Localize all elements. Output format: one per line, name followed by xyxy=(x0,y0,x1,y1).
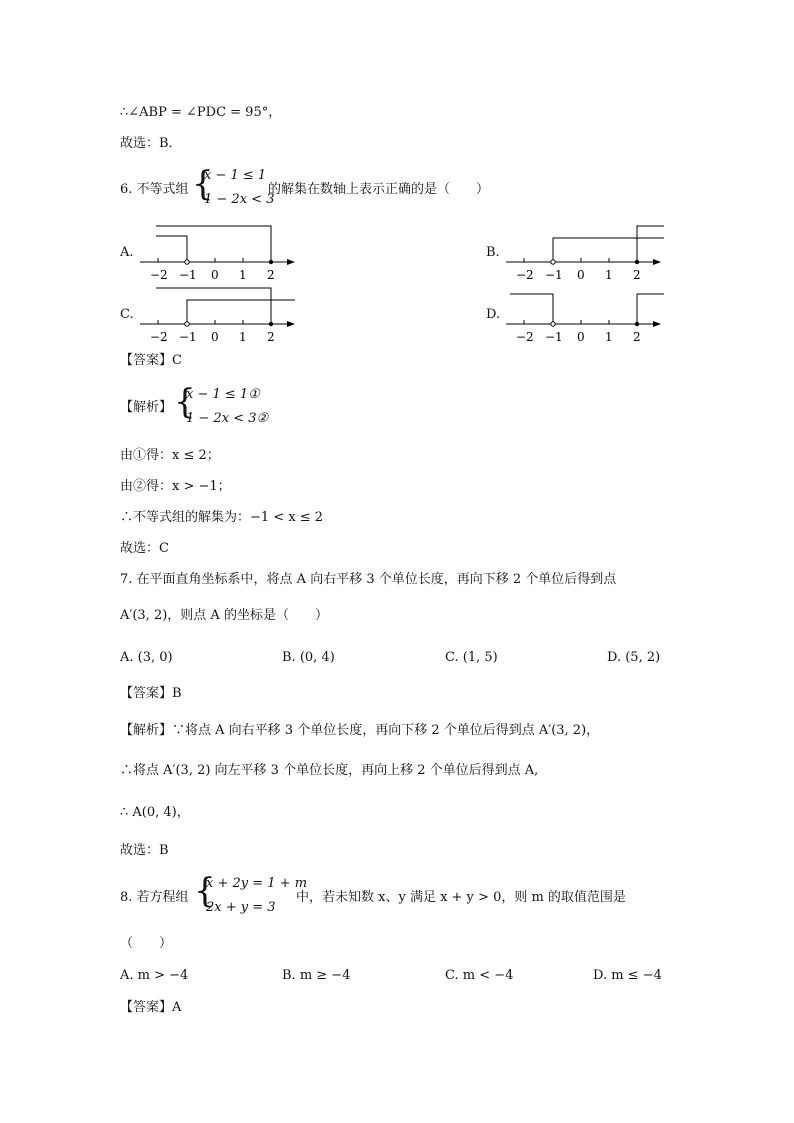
q8-sys-row1: x + 2y = 1 + m xyxy=(206,876,308,891)
q8-prefix: 8. 若方程组 xyxy=(120,890,189,905)
q8-option-a: A. m > −4 xyxy=(120,968,189,983)
tick-label: 0 xyxy=(577,330,585,344)
step-3: ∴不等式组的解集为：−1 < x ≤ 2 xyxy=(120,510,324,525)
open-dot xyxy=(185,260,189,264)
q6-option-b-label: B. xyxy=(486,245,500,260)
q7-analysis-1: 【解析】∵将点 A 向右平移 3 个单位长度，再向下移 2 个单位后得到点 A′(3, 2)， xyxy=(120,723,600,738)
step-1: 由①得：x ≤ 2； xyxy=(120,448,220,463)
q6-brace: { xyxy=(192,164,214,204)
line-angle-equality: ∴∠ABP = ∠PDC = 95°， xyxy=(120,105,282,120)
q7-option-d: D. (5, 2) xyxy=(607,650,661,665)
q6-analysis-label: 【解析】 xyxy=(120,400,173,415)
tick-label: 0 xyxy=(211,330,219,344)
number-line-a xyxy=(140,222,300,282)
q8-brace: { xyxy=(194,871,216,911)
q6-analysis-row2: 1 − 2x < 3② xyxy=(186,411,269,426)
q6-sys-row1: x − 1 ≤ 1 xyxy=(204,168,267,183)
q7-line2: A′(3, 2)，则点 A 的坐标是（ ） xyxy=(120,608,328,623)
tick-label: −2 xyxy=(516,330,534,344)
number-line-b xyxy=(506,222,666,282)
number-line-d xyxy=(506,284,666,344)
tick-label: −2 xyxy=(150,268,168,282)
tick-label: 2 xyxy=(633,268,641,282)
q8-suffix: 中，若未知数 x、y 满足 x + y > 0，则 m 的取值范围是 xyxy=(296,890,626,905)
tick-label: −1 xyxy=(179,330,197,344)
tick-label: −1 xyxy=(179,268,197,282)
tick-label: 1 xyxy=(239,330,247,344)
q7-analysis-2: ∴将点 A′(3, 2) 向左平移 3 个单位长度，再向上移 2 个单位后得到点 A, xyxy=(120,763,539,778)
q7-option-b: B. (0, 4) xyxy=(282,650,335,665)
number-line-a-ticks xyxy=(158,258,271,262)
tick-label: 1 xyxy=(605,268,613,282)
q8-option-c: C. m < −4 xyxy=(445,968,514,983)
tick-label: 2 xyxy=(633,330,641,344)
tick-label: −1 xyxy=(545,268,563,282)
q6-analysis-brace: { xyxy=(174,382,196,422)
q7-analysis-4: 故选：B xyxy=(120,843,169,858)
q6-analysis-row1: x − 1 ≤ 1① xyxy=(186,387,260,402)
number-line-c xyxy=(140,284,300,344)
q7-line1: 7. 在平面直角坐标系中，将点 A 向右平移 3 个单位长度，再向下移 2 个单位后得到点 xyxy=(120,572,617,587)
tick-label: 2 xyxy=(267,268,275,282)
line-choose-b: 故选：B． xyxy=(120,136,182,151)
tick-label: 1 xyxy=(239,268,247,282)
tick-label: 1 xyxy=(605,330,613,344)
q6-sys-row2: 1 − 2x < 3 xyxy=(204,192,275,207)
tick-label: −1 xyxy=(545,330,563,344)
q6-option-a-label: A. xyxy=(120,245,134,260)
q7-option-a: A. (3, 0) xyxy=(120,650,173,665)
q7-answer: 【答案】B xyxy=(120,686,182,701)
q7-option-c: C. (1, 5) xyxy=(445,650,498,665)
q8-option-d: D. m ≤ −4 xyxy=(593,968,662,983)
tick-label: −2 xyxy=(150,330,168,344)
tick-label: 0 xyxy=(577,268,585,282)
q8-sys-row2: 2x + y = 3 xyxy=(206,900,276,915)
closed-dot xyxy=(269,260,273,264)
q8-answer: 【答案】A xyxy=(120,1000,182,1015)
q8-option-b: B. m ≥ −4 xyxy=(282,968,351,983)
q6-option-c-label: C. xyxy=(120,307,134,322)
q6-suffix: 的解集在数轴上表示正确的是（ ） xyxy=(268,182,490,197)
step-4: 故选：C xyxy=(120,541,169,556)
q6-option-d-label: D. xyxy=(486,307,501,322)
q7-analysis-3: ∴ A(0, 4)， xyxy=(120,805,190,820)
q8-paren: （ ） xyxy=(120,936,173,951)
q6-prefix: 6. 不等式组 xyxy=(120,182,189,197)
tick-label: −2 xyxy=(516,268,534,282)
step-2: 由②得：x > −1； xyxy=(120,479,231,494)
tick-label: 2 xyxy=(267,330,275,344)
q6-answer: 【答案】C xyxy=(120,353,182,368)
tick-label: 0 xyxy=(211,268,219,282)
